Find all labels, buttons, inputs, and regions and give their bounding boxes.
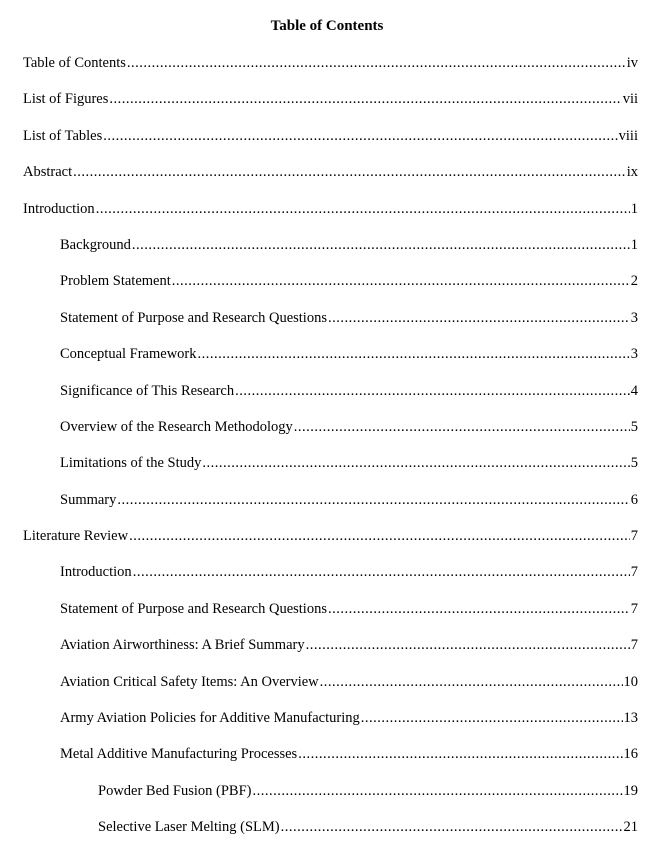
toc-entry[interactable] [0, 453, 654, 489]
toc-entry-label: Literature Review [23, 528, 129, 545]
toc-entry[interactable] [0, 708, 654, 744]
toc-entry[interactable] [0, 344, 654, 380]
toc-entry-label: Statement of Purpose and Research Questions [60, 309, 327, 326]
toc-entry-label: Abstract [23, 164, 73, 181]
dot-leader [109, 89, 621, 109]
toc-entry[interactable] [0, 89, 654, 125]
dot-leader [133, 562, 630, 582]
dot-leader [73, 162, 626, 182]
toc-entry-page-number: 5 [630, 455, 638, 472]
dot-leader [198, 344, 630, 364]
toc-entry-label: Aviation Critical Safety Items: An Overview [60, 673, 319, 690]
toc-entry-label: Significance of This Research [60, 382, 235, 399]
toc-entry-label: Problem Statement [60, 273, 171, 290]
toc-entry[interactable] [0, 635, 654, 671]
toc-entry-page-number: 13 [623, 710, 638, 727]
dot-leader [328, 599, 630, 619]
toc-entry[interactable] [0, 781, 654, 817]
toc-entry-label: Powder Bed Fusion (PBF) [98, 782, 252, 799]
toc-entry-label: Selective Laser Melting (SLM) [98, 819, 280, 836]
dot-leader [103, 126, 617, 146]
toc-entry-page-number: 7 [630, 600, 638, 617]
toc-entry[interactable] [0, 271, 654, 307]
page-title: Table of Contents [270, 18, 384, 34]
toc-entry-page-number: iv [626, 55, 638, 71]
toc-entry-page-number: 7 [630, 637, 638, 654]
toc-entry-label: Background [60, 236, 131, 253]
toc-entry-page-number: 21 [623, 819, 638, 836]
toc-entry-page-number: 6 [630, 491, 638, 508]
toc-entry-label: Metal Additive Manufacturing Processes [60, 746, 298, 763]
toc-entry-page-number: 1 [630, 236, 638, 253]
toc-entry[interactable] [0, 417, 654, 453]
dot-leader [328, 308, 630, 328]
toc-entry[interactable] [0, 744, 654, 780]
toc-entry[interactable] [0, 235, 654, 271]
dot-leader [281, 817, 623, 837]
dot-leader [235, 381, 630, 401]
dot-leader [96, 199, 630, 219]
table-of-contents [0, 53, 654, 854]
toc-entry[interactable] [0, 490, 654, 526]
toc-entry[interactable] [0, 562, 654, 598]
toc-entry-label: Army Aviation Policies for Additive Manufacturing [60, 710, 360, 727]
toc-entry-page-number: 4 [630, 382, 638, 399]
toc-entry[interactable] [0, 672, 654, 708]
toc-entry[interactable] [0, 53, 654, 89]
toc-entry-label: Overview of the Research Methodology [60, 418, 293, 435]
toc-entry-label: Limitations of the Study [60, 455, 202, 472]
toc-entry-page-number: 3 [630, 309, 638, 326]
dot-leader [361, 708, 623, 728]
toc-entry-page-number: 3 [630, 346, 638, 363]
toc-entry-label: Introduction [23, 200, 95, 217]
toc-entry[interactable] [0, 199, 654, 235]
toc-entry-page-number: 2 [630, 273, 638, 290]
toc-entry-page-number: ix [626, 164, 638, 181]
toc-entry-page-number: 19 [623, 782, 638, 799]
toc-entry-label: List of Tables [23, 127, 103, 144]
toc-entry-page-number: 1 [630, 200, 638, 217]
toc-entry[interactable] [0, 817, 654, 853]
dot-leader [320, 672, 623, 692]
toc-entry-label: List of Figures [23, 91, 109, 108]
toc-entry[interactable] [0, 381, 654, 417]
toc-entry-label: Conceptual Framework [60, 346, 197, 363]
toc-entry-label: Summary [60, 491, 117, 508]
dot-leader [129, 526, 630, 546]
dot-leader [132, 235, 630, 255]
toc-entry[interactable] [0, 599, 654, 635]
dot-leader [172, 271, 630, 291]
dot-leader [127, 53, 626, 73]
toc-entry[interactable] [0, 308, 654, 344]
toc-entry-page-number: viii [618, 127, 638, 144]
dot-leader [294, 417, 630, 437]
toc-entry-label: Statement of Purpose and Research Questions [60, 600, 327, 617]
toc-entry-page-number: vii [622, 91, 638, 108]
toc-entry[interactable] [0, 526, 654, 562]
dot-leader [298, 744, 622, 764]
dot-leader [306, 635, 630, 655]
dot-leader [252, 781, 622, 801]
toc-entry-label: Aviation Airworthiness: A Brief Summary [60, 637, 305, 654]
toc-entry-page-number: 16 [623, 746, 638, 763]
toc-entry-page-number: 5 [630, 418, 638, 435]
toc-entry-page-number: 10 [623, 673, 638, 690]
dot-leader [117, 490, 629, 510]
toc-entry-label: Introduction [60, 564, 132, 581]
toc-entry-page-number: 7 [630, 564, 638, 581]
toc-entry[interactable] [0, 126, 654, 162]
toc-entry-label: Table of Contents [23, 55, 126, 71]
toc-entry-page-number: 7 [630, 528, 638, 545]
toc-entry[interactable] [0, 162, 654, 198]
dot-leader [202, 453, 629, 473]
